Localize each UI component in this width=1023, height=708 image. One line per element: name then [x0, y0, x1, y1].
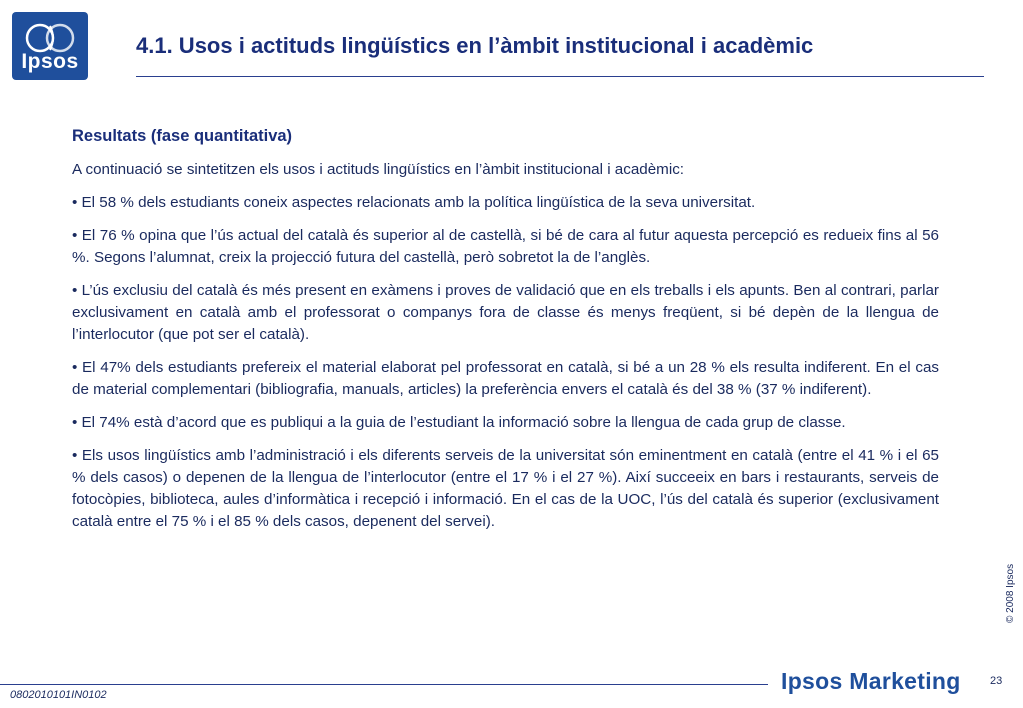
- bullet-item: • El 74% està d’acord que es publiqui a la guia de l’estudiant la informació sobre la llengua de cada grup de classe.: [72, 414, 846, 431]
- footer-divider: [0, 684, 768, 685]
- main-content: [72, 125, 939, 544]
- bullet-item: • El 58 % dels estudiants coneix aspectes relacionats amb la política lingüística de la seva universitat.: [72, 194, 756, 211]
- title-divider: [136, 76, 984, 77]
- bullet-item: • L’ús exclusiu del català és més present en exàmens i proves de validació que en els treballs i els apunts. Ben al contrari, parlar exclusivament en català amb el professorat o companys fora de classe és menys freqüent, si bé depèn de la llengua de l’interlocutor (que pot ser el català).: [72, 282, 939, 343]
- bullet-item: • Els usos lingüístics amb l’administració i els diferents serveis de la universitat són eminentment en català (entre el 41 % i el 65 % dels casos) o depenen de la llengua de l’interlocutor (entre el 17 % i el 27 %). Així succeeix en bars i restaurants, serveis de fotocòpies, biblioteca, aules d’informàtica i recepció i informació. En el cas de la UOC, l’ús del català és superior (exclusivament català entre el 75 % i el 85 % dels casos, depenent del servei).: [72, 447, 939, 530]
- bullet-item: • El 76 % opina que l’ús actual del català és superior al de castellà, si bé de cara al futur aquesta percepció es redueix fins al 56 %. Segons l’alumnat, creix la projecció futura del castellà, però sobretot la de l’anglès.: [72, 227, 939, 266]
- bullet-item: • El 47% dels estudiants prefereix el material elaborat pel professorat en català, si bé a un 28 % els resulta indiferent. En el cas de material complementari (bibliografia, manuals, articles) la preferència envers el català és del 38 % (37 % indiferent).: [72, 359, 939, 398]
- brand-wordmark: Ipsos Marketing: [781, 668, 961, 694]
- copyright-notice: © 2008 Ipsos: [1005, 563, 1016, 623]
- document-code: 0802010101IN0102: [10, 689, 107, 701]
- intro-paragraph: A continuació se sintetitzen els usos i actituds lingüístics en l’àmbit institucional i acadèmic:: [72, 161, 685, 178]
- ipsos-logo: [12, 12, 88, 80]
- section-subheading: Resultats (fase quantitativa): [72, 127, 293, 145]
- logo-text: Ipsos: [21, 50, 79, 73]
- page-title: 4.1. Usos i actituds lingüístics en l’àmbit institucional i acadèmic: [136, 33, 814, 58]
- page-number: 23: [990, 675, 1003, 687]
